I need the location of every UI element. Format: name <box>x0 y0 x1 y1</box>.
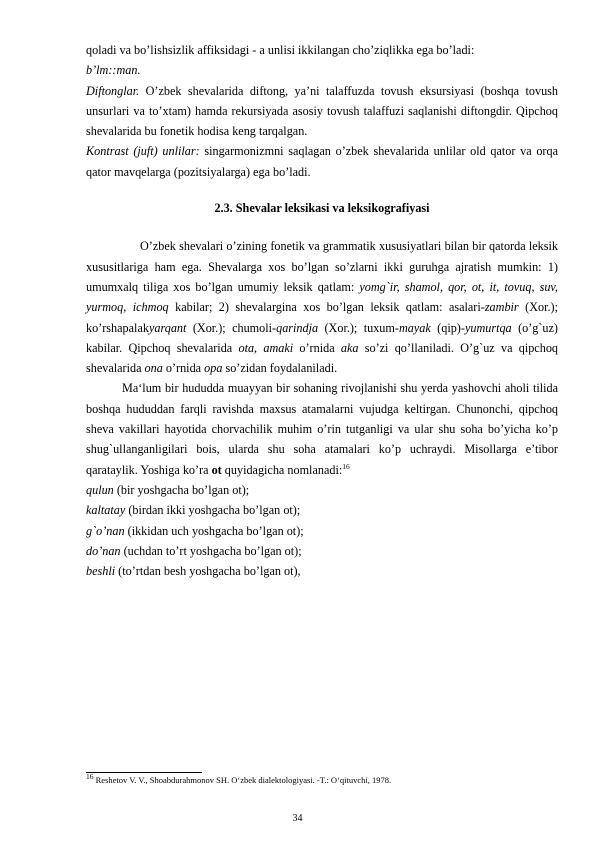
paragraph-text: qoladi va bo’lishsizlik affiksidagi - a unlisi ikkilangan cho’ziqlikka ega bo’ladi: <box>86 43 475 57</box>
text-run: Ma‘lum bir hududda muayyan bir sohaning rivojlanishi shu yerda yashovchi aholi tilida boshqa hududdan farqli ravishda maxsus atamalarni vujudga keltirgan. Chunonchi, qipchoq sheva vakillari hayotida chorvachilik muhim o’rin tutganligi va ular shu soha bo’yicha ko’p shug`ullanganligilari bois, ularda shu soha atamalari ko’p uchraydi. Misollarga e’tibor qarataylik. Yoshiga ko’ra <box>86 381 558 477</box>
footnote-text: Reshetov V. V., Shoabdurahmonov SH. O‘zbek dialektologiyasi. -T.: O‘qituvchi, 1978. <box>93 775 392 785</box>
text-run: kabilar; 2) shevalargina xos bo’lgan leksik qatlam: asalari- <box>168 300 485 315</box>
section-heading: 2.3. Shevalar leksikasi va leksikografiyasi <box>214 201 430 216</box>
list-term: g`o’nan <box>86 523 125 538</box>
paragraph-continuation <box>86 40 558 81</box>
example-words: yomg`ir, shamol, qor, ot, it, tovuq, suv, yurmoq, ichmoq <box>86 279 558 315</box>
text-run: O’zbek shevalari o’zining fonetik va grammatik xususiyatlari bilan bir qatorda leksik xususitlariga ham ega. Shevalarga xos bo’lgan so’zlarni ikki guruhga ajratish mumkin: 1) umumxalq tiliga xos bo’lgan umumiy leksik qatlam: <box>86 239 558 294</box>
example-word: aka <box>340 340 359 355</box>
page-number: 34 <box>292 813 303 824</box>
list-desc: (ikkidan uch yoshgacha bo’lgan ot); <box>124 523 304 538</box>
example-word: ota, amaki <box>238 340 294 355</box>
list-desc: (uchdan to’rt yoshgacha bo’lgan ot); <box>120 543 302 558</box>
term-contrast-vowels: Kontrast (juft) unlilar: <box>86 144 200 159</box>
example-word: ona <box>144 361 163 376</box>
list-desc: (bir yoshgacha bo’lgan ot); <box>113 482 250 497</box>
text-run: o’rnida <box>293 340 341 355</box>
footnote <box>86 772 392 786</box>
footnote-reference: 16 <box>342 461 350 471</box>
list-term: do’nan <box>86 543 121 558</box>
text-run: so’zidan foydalaniladi. <box>222 361 338 376</box>
example-word: yumurtqa <box>464 320 512 335</box>
list-desc: (birdan ikki yoshgacha bo’lgan ot); <box>125 503 301 518</box>
example-word: qarindja <box>276 320 319 335</box>
paragraph-diphthongs <box>86 81 558 142</box>
list-item <box>86 541 558 561</box>
paragraph-text: O’zbek shevalarida diftong, ya’ni talaffuzda tovush eksursiyasi (boshqa tovush unsurlari va to’xtam) hamda rekursiyada asosiy tovush talaffuzi saqlanishi diftongdir. Qipchoq shevalarida bu fonetik hodisa keng tarqalgan. <box>86 83 558 139</box>
paragraph-text: singarmonizmni saqlagan o’zbek shevalarida unlilar old qator va orqa qator mavqelarga (pozitsiyalarga) ega bo’ladi. <box>86 144 558 179</box>
example-word: yarqant <box>148 320 187 335</box>
term-diphthongs: Diftonglar. <box>86 83 140 98</box>
text-run: quyidagicha nomlanadi: <box>221 462 343 477</box>
list-term: kaltatay <box>86 503 126 518</box>
list-desc: (to’rtdan besh yoshgacha bo’lgan ot), <box>115 564 301 579</box>
list-item <box>86 480 558 500</box>
paragraph-lexicon <box>86 236 558 378</box>
horse-age-term-list <box>86 480 558 581</box>
page-body <box>86 40 558 581</box>
footnote-separator <box>86 772 202 773</box>
bold-term: ot <box>211 462 222 477</box>
text-run: o’rnida <box>162 361 205 376</box>
text-run: so’zi qo’llaniladi. O’g`uz va qipchoq shevalarida <box>86 340 559 376</box>
list-item <box>86 500 558 520</box>
list-term: beshli <box>86 564 116 579</box>
example-word: b’lm::man. <box>86 63 141 78</box>
list-item <box>86 521 558 541</box>
text-run: (Xor.); chumoli- <box>186 320 277 335</box>
footnote-number: 16 <box>86 772 94 782</box>
paragraph-contrast-vowels <box>86 141 558 182</box>
example-word: zambir <box>484 300 519 315</box>
example-word: opa <box>204 361 223 376</box>
list-item <box>86 561 558 581</box>
text-run: (Xor.); tuxum- <box>318 320 399 335</box>
paragraph-terminology <box>86 378 558 479</box>
example-word: mayak <box>398 320 431 335</box>
list-term: qulun <box>86 482 114 497</box>
text-run: (o’g`uz) kabilar. Qipchoq shevalarida <box>86 320 558 355</box>
text-run: (Xor.); ko’rshapalak <box>86 300 558 335</box>
text-run: (qip)- <box>430 320 465 335</box>
